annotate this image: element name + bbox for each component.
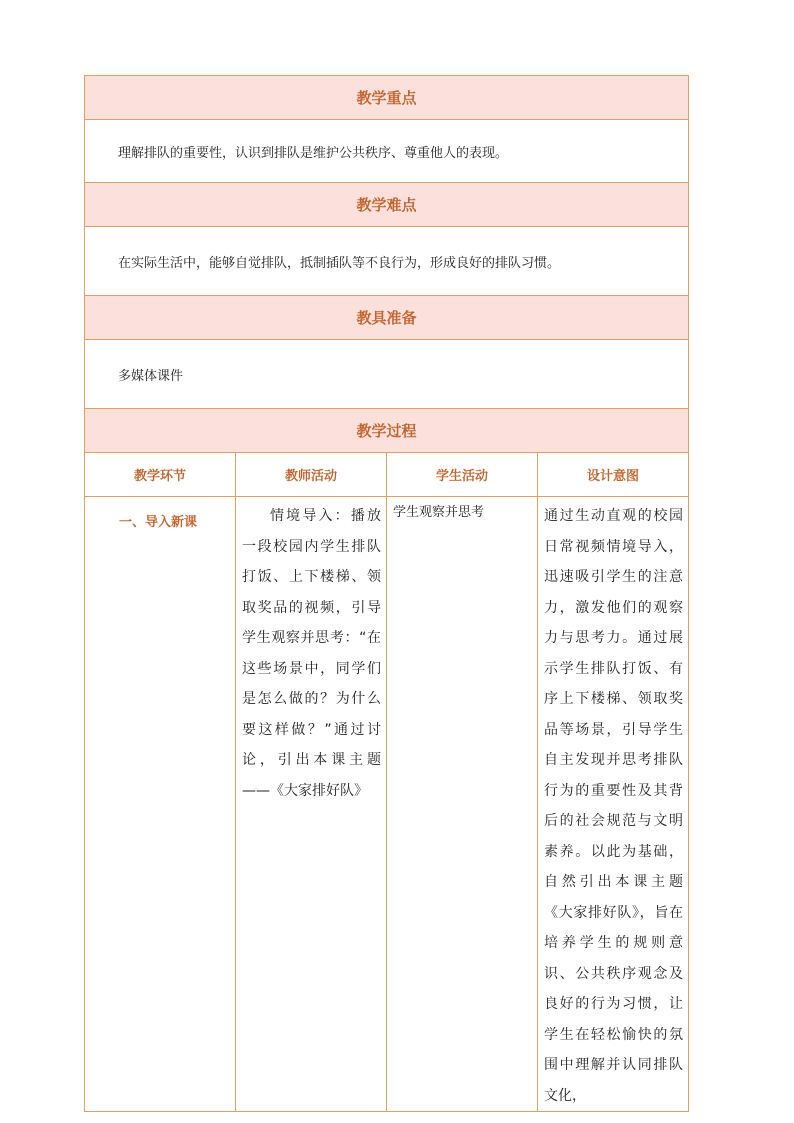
- process-header: 教学过程: [85, 409, 689, 453]
- student-activity-cell: 学生观察并思考: [387, 497, 538, 1112]
- column-header-stage: 教学环节: [85, 453, 236, 497]
- design-intent-cell: 通过生动直观的校园日常视频情境导入，迅速吸引学生的注意力，激发他们的观察力与思考力。通过展示学生排队打饭、有序上下楼梯、领取奖品等场景，引导学生自主发现并思考排队行为的重要性及其背后的社会规范与文明素养。以此为基础，自然引出本课主题《大家排好队》，旨在培养学生的规则意识、公共秩序观念及良好的行为习惯，让学生在轻松愉快的氛围中理解并认同排队文化，: [538, 497, 689, 1112]
- difficulties-content: 在实际生活中，能够自觉排队，抵制插队等不良行为，形成良好的排队习惯。: [85, 227, 689, 296]
- stage-cell: 一、导入新课: [85, 497, 236, 1112]
- key-points-header: 教学重点: [85, 76, 689, 120]
- teacher-activity-cell: 情境导入：播放一段校园内学生排队打饭、上下楼梯、领取奖品的视频，引导学生观察并思考：“在这些场景中，同学们是怎么做的？为什么要这样做？”通过讨论，引出本课主题——《大家排好队》: [236, 497, 387, 1112]
- lesson-plan-table: [84, 75, 689, 1112]
- key-points-content: 理解排队的重要性，认识到排队是维护公共秩序、尊重他人的表现。: [85, 120, 689, 183]
- lesson-plan-document: [84, 75, 688, 1112]
- difficulties-header: 教学难点: [85, 183, 689, 227]
- column-header-intent: 设计意图: [538, 453, 689, 497]
- materials-header: 教具准备: [85, 296, 689, 340]
- column-header-student: 学生活动: [387, 453, 538, 497]
- materials-content: 多媒体课件: [85, 340, 689, 409]
- table-row: [85, 497, 689, 1112]
- column-header-teacher: 教师活动: [236, 453, 387, 497]
